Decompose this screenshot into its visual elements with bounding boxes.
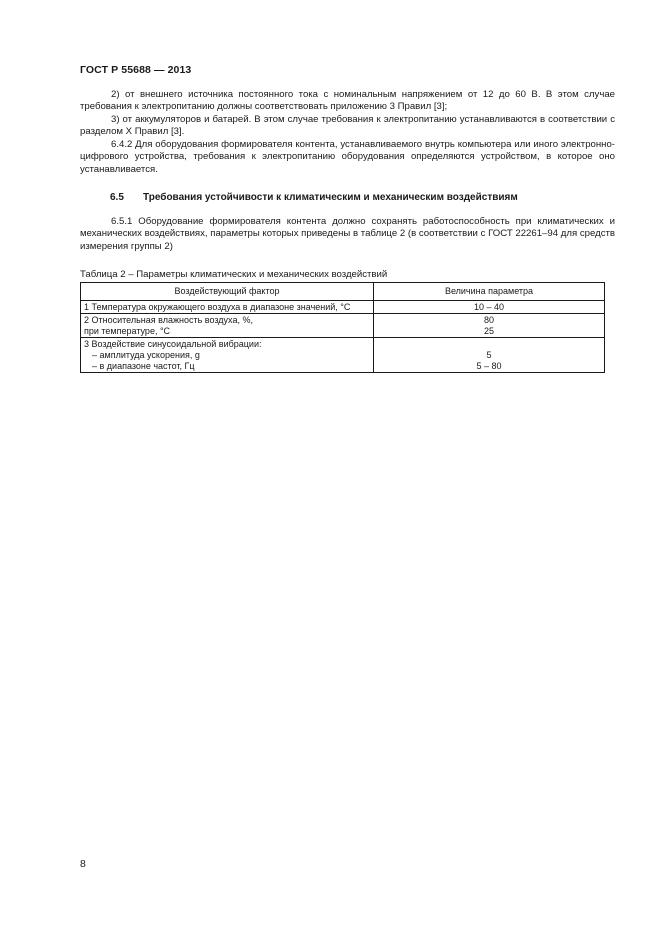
value-line: 5 <box>486 349 492 360</box>
document-header: ГОСТ Р 55688 — 2013 <box>80 64 192 76</box>
section-number: 6.5 <box>110 192 124 203</box>
paragraph-dc-supply: 2) от внешнего источника постоянного тока с номинальным напряжением от 12 до 60 В. В этом случае требования к электропитанию должны соответствовать приложению 3 Правил [3]; <box>80 89 615 113</box>
factor-cell <box>81 314 374 338</box>
factor-line: – в диапазоне частот, Гц <box>92 360 195 371</box>
factor-line: 2 Относительная влажность воздуха, %, <box>84 315 253 326</box>
factor-line: при температуре, °С <box>84 325 171 336</box>
paragraph-batteries: 3) от аккумуляторов и батарей. В этом случае требования к электропитанию устанавливаются в соответствии с разделом Х Правил [3]. <box>80 114 615 138</box>
value-line: 25 <box>483 325 494 336</box>
column-header-value: Величина параметра <box>374 283 605 301</box>
value-cell <box>374 338 605 373</box>
paragraph-6-4-2: 6.4.2 Для оборудования формирователя контента, устанавливаемого внутрь компьютера или иного электронно-цифрового устройства, требования к электропитанию оборудования определяются устройством, в которое оно устанавливается. <box>80 139 615 175</box>
table-caption: Таблица 2 – Параметры климатических и механических воздействий <box>80 269 388 280</box>
section-heading <box>110 192 518 203</box>
table-row <box>81 314 605 338</box>
factor-line: 1 Температура окружающего воздуха в диапазоне значений, °С <box>84 301 351 312</box>
value-cell <box>374 300 605 314</box>
factor-line: – амплитуда ускорения, g <box>92 349 200 360</box>
table-row <box>81 338 605 373</box>
value-line: 5 – 80 <box>476 360 502 371</box>
value-line: 10 – 40 <box>473 301 505 312</box>
page-number: 8 <box>80 858 86 870</box>
value-cell <box>374 314 605 338</box>
factor-line: 3 Воздействие синусоидальной вибрации: <box>84 339 262 350</box>
column-header-factor: Воздействующий фактор <box>81 283 374 301</box>
section-title: Требования устойчивости к климатическим и механическим воздействиям <box>143 192 518 203</box>
value-line: 80 <box>483 315 494 326</box>
table-row <box>81 300 605 314</box>
value-line <box>377 339 601 350</box>
factor-cell <box>81 300 374 314</box>
table-header-row <box>81 283 605 301</box>
paragraph-6-5-1: 6.5.1 Оборудование формирователя контента должно сохранять работоспособность при климатических и механических воздействиях, параметры которых приведены в таблице 2 (в соответствии с ГОСТ 22261–94 для средств измерения группы 2) <box>80 216 615 252</box>
parameters-table <box>80 282 605 373</box>
factor-cell <box>81 338 374 373</box>
